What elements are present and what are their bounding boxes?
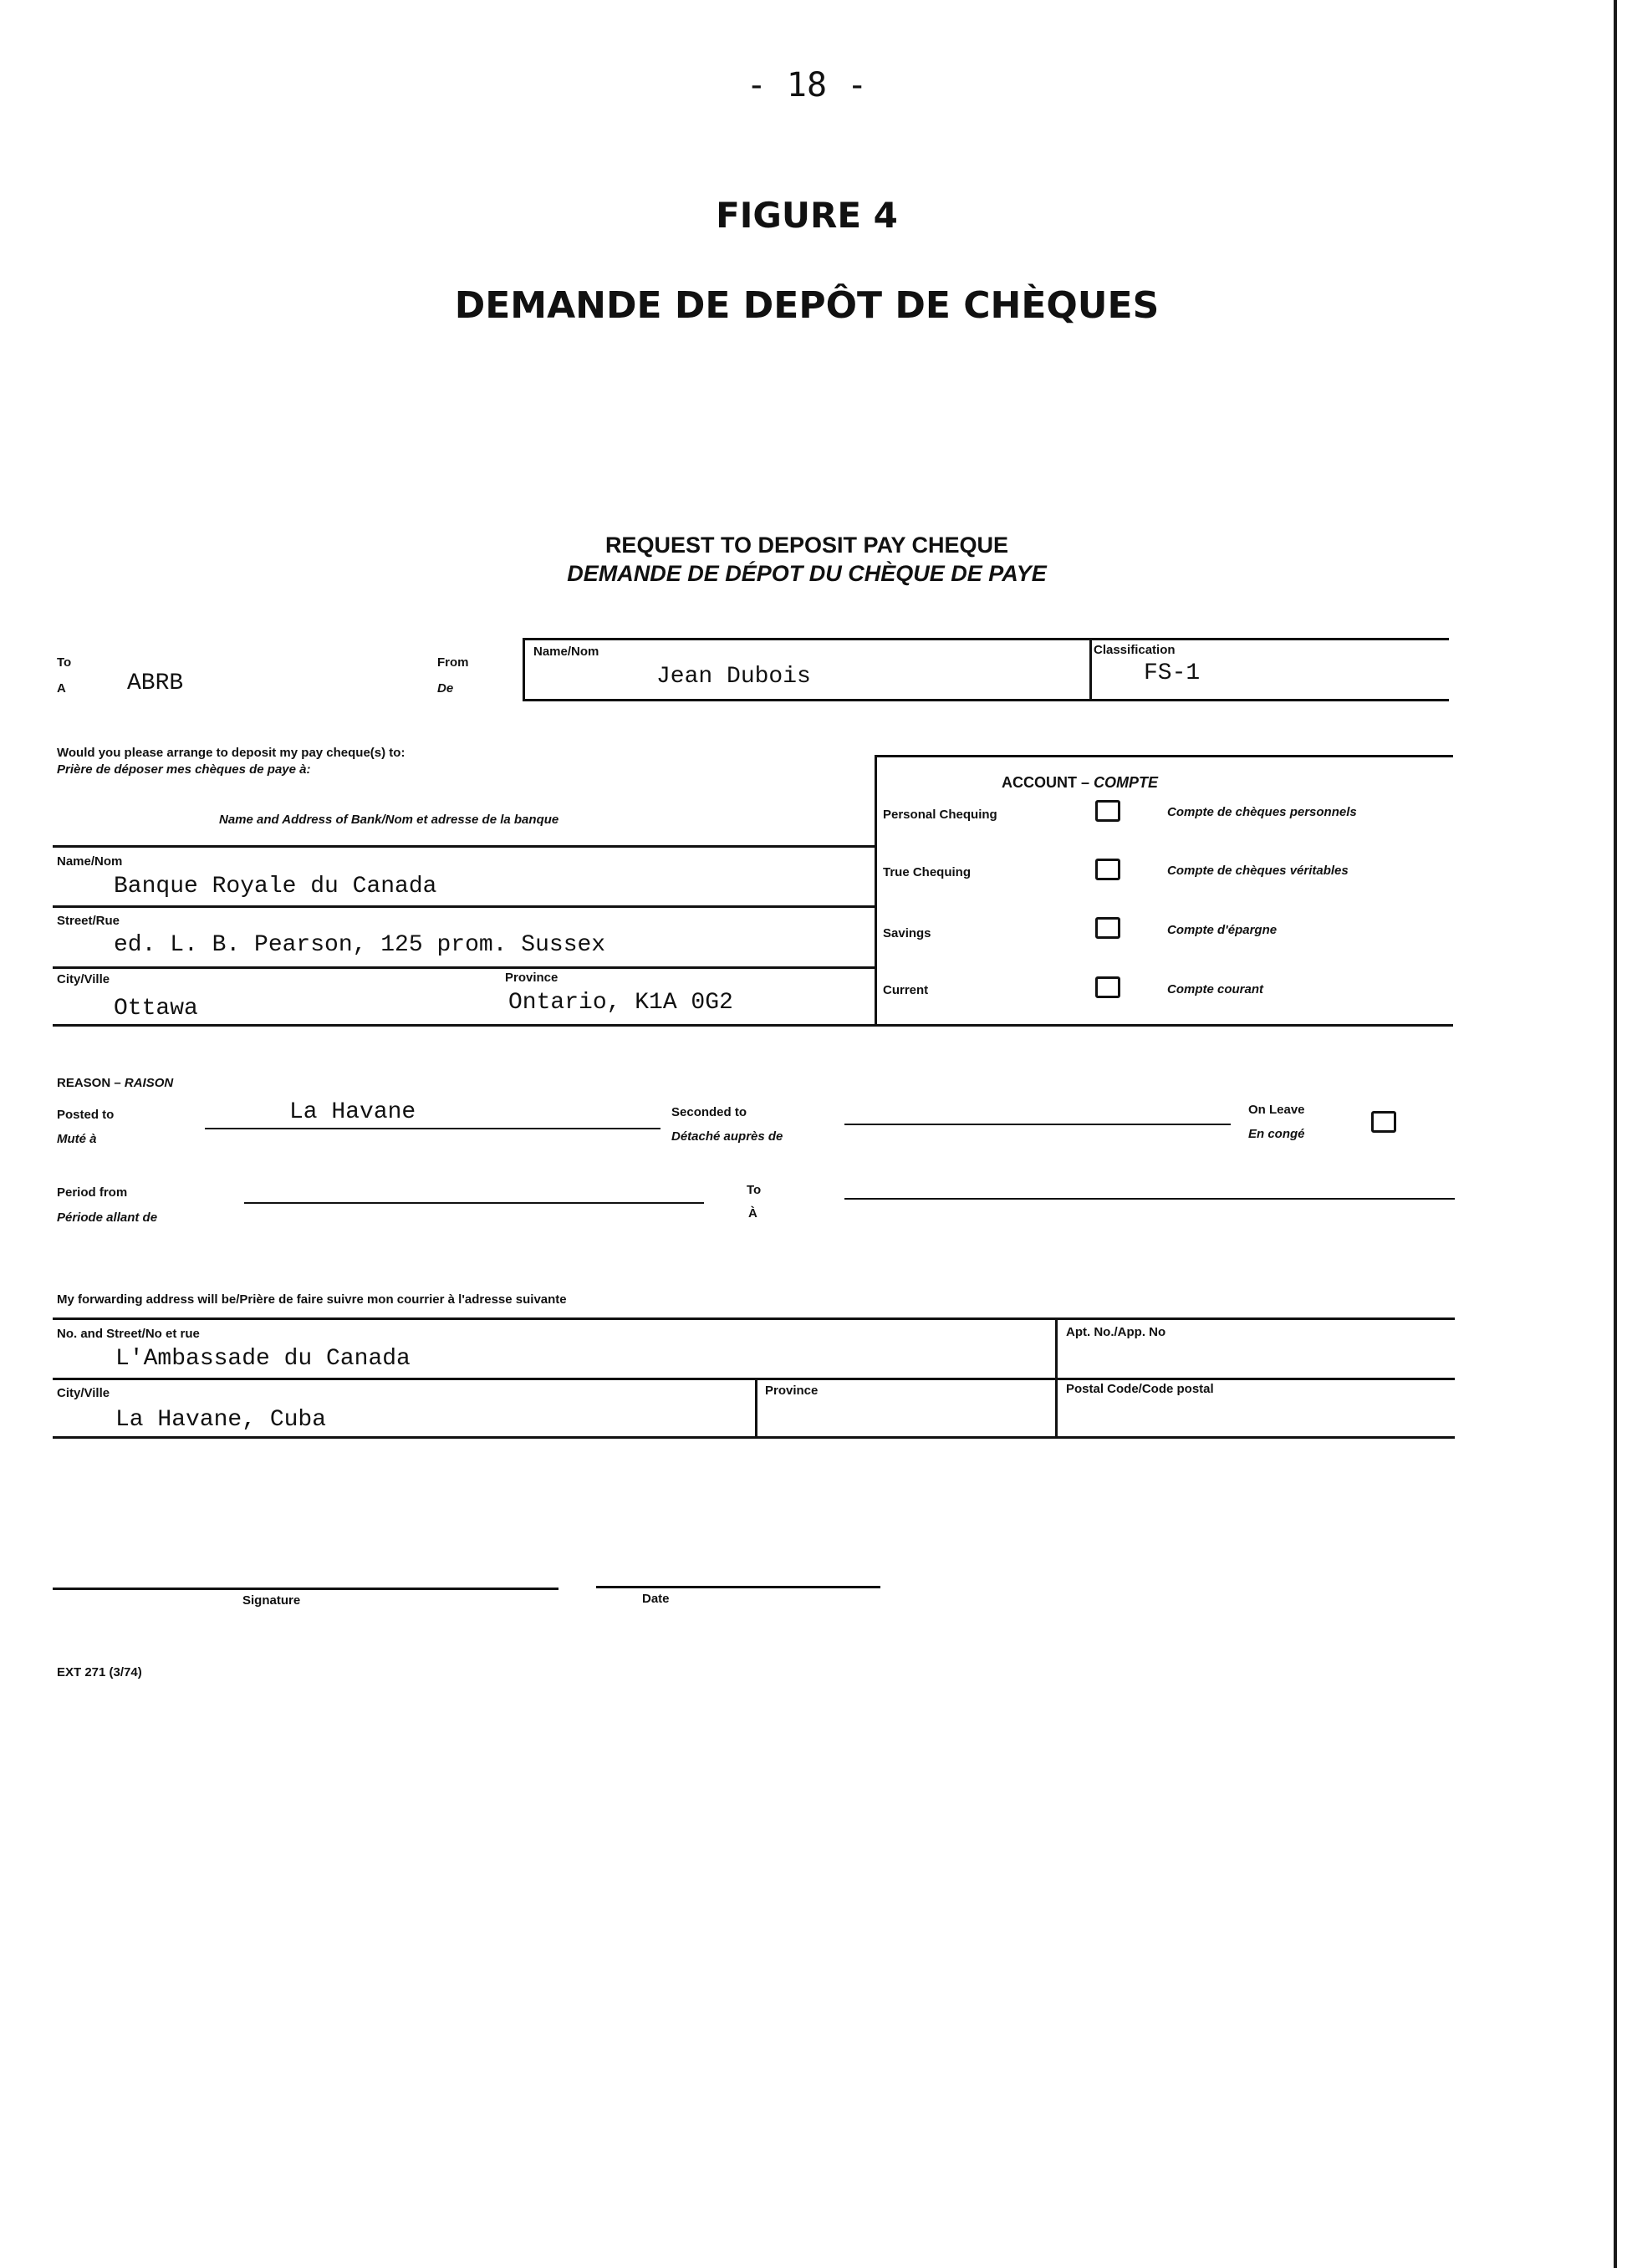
name-value[interactable]: Jean Dubois <box>656 664 811 690</box>
period-to-label-en: To <box>747 1183 762 1197</box>
form-title-fr: DEMANDE DE DÉPOT DU CHÈQUE DE PAYE <box>567 561 1047 586</box>
name-box-divider <box>1089 638 1092 701</box>
bank-city-value[interactable]: Ottawa <box>114 996 198 1022</box>
period-from-line <box>244 1202 704 1204</box>
account-header-fr: COMPTE <box>1094 774 1159 791</box>
account-option-savings-en: Savings <box>883 926 931 940</box>
bank-street-value[interactable]: ed. L. B. Pearson, 125 prom. Sussex <box>114 932 606 958</box>
period-from-label-fr: Période allant de <box>57 1210 158 1225</box>
reason-header-en: REASON <box>57 1076 111 1090</box>
name-label: Name/Nom <box>533 645 599 659</box>
forwarding-postal-label: Postal Code/Code postal <box>1066 1382 1214 1396</box>
on-leave-label-fr: En congé <box>1248 1127 1305 1141</box>
bank-line-1 <box>53 845 876 848</box>
bank-province-value[interactable]: Ontario, K1A 0G2 <box>508 990 733 1016</box>
account-option-true-fr: Compte de chèques véritables <box>1167 864 1349 878</box>
posted-to-value[interactable]: La Havane <box>289 1099 416 1125</box>
bank-line-3 <box>53 966 876 969</box>
posted-to-line <box>205 1128 660 1129</box>
forwarding-province-label: Province <box>765 1384 819 1398</box>
bank-section-header: Name and Address of Bank/Nom et adresse de la banque <box>219 813 559 827</box>
account-header <box>1002 774 1158 791</box>
from-label-en: From <box>437 655 469 670</box>
page-number: - 18 - <box>746 66 868 104</box>
request-line-en: Would you please arrange to deposit my pay cheque(s) to: <box>57 746 405 760</box>
form-title-en: REQUEST TO DEPOSIT PAY CHEQUE <box>604 533 1009 558</box>
account-box-left <box>875 755 877 1027</box>
reason-header <box>57 1076 173 1090</box>
bank-city-label: City/Ville <box>57 972 110 986</box>
account-header-sep: – <box>1081 774 1090 791</box>
forwarding-city-label: City/Ville <box>57 1386 110 1400</box>
bank-line-2 <box>53 905 876 908</box>
account-option-current-fr: Compte courant <box>1167 982 1264 996</box>
to-label-fr: A <box>57 681 66 696</box>
page-edge <box>1614 0 1617 2268</box>
account-option-current-en: Current <box>883 983 929 997</box>
to-value[interactable]: ABRB <box>127 670 184 696</box>
classification-value[interactable]: FS-1 <box>1144 660 1201 686</box>
signature-line <box>53 1588 558 1590</box>
period-from-label-en: Period from <box>57 1185 128 1200</box>
bank-street-label: Street/Rue <box>57 914 120 928</box>
forwarding-apt-label: Apt. No./App. No <box>1066 1325 1166 1339</box>
bank-name-value[interactable]: Banque Royale du Canada <box>114 874 437 900</box>
forwarding-line-3 <box>53 1436 1455 1439</box>
bank-province-label: Province <box>505 971 558 985</box>
forwarding-divider-province <box>755 1378 757 1439</box>
account-option-true-en: True Chequing <box>883 865 971 879</box>
forwarding-divider-apt <box>1055 1317 1058 1439</box>
account-option-true-checkbox[interactable] <box>1095 859 1120 880</box>
on-leave-label-en: On Leave <box>1248 1103 1305 1117</box>
form-code: EXT 271 (3/74) <box>57 1665 142 1679</box>
bank-name-label: Name/Nom <box>57 854 123 869</box>
account-option-savings-checkbox[interactable] <box>1095 917 1120 939</box>
posted-to-label-en: Posted to <box>57 1108 115 1122</box>
reason-header-fr: RAISON <box>124 1076 174 1090</box>
account-option-savings-fr: Compte d'épargne <box>1167 923 1278 937</box>
figure-title: FIGURE 4 <box>716 195 898 236</box>
name-box-left <box>523 638 525 701</box>
forwarding-city-value[interactable]: La Havane, Cuba <box>115 1407 327 1433</box>
posted-to-label-fr: Muté à <box>57 1132 97 1146</box>
seconded-to-label-fr: Détaché auprès de <box>671 1129 783 1144</box>
name-box-top <box>523 638 1449 640</box>
account-box-top <box>876 755 1453 757</box>
account-header-en: ACCOUNT <box>1002 774 1077 791</box>
from-label-fr: De <box>437 681 454 696</box>
date-line <box>596 1586 880 1588</box>
period-to-label-fr: À <box>748 1206 757 1221</box>
forwarding-line: My forwarding address will be/Prière de faire suivre mon courrier à l'adresse suivante <box>57 1292 567 1307</box>
forwarding-line-1 <box>53 1317 1455 1320</box>
request-line-fr: Prière de déposer mes chèques de paye à: <box>57 762 311 777</box>
on-leave-checkbox[interactable] <box>1371 1111 1396 1133</box>
bank-account-bottom-line <box>53 1024 1453 1027</box>
to-label-en: To <box>57 655 72 670</box>
date-label: Date <box>642 1592 670 1606</box>
account-option-current-checkbox[interactable] <box>1095 976 1120 998</box>
reason-header-sep: – <box>114 1076 121 1090</box>
account-option-personal-checkbox[interactable] <box>1095 800 1120 822</box>
seconded-to-label-en: Seconded to <box>671 1105 747 1119</box>
classification-label: Classification <box>1094 643 1176 657</box>
forwarding-line-2 <box>53 1378 1455 1380</box>
forwarding-street-value[interactable]: L'Ambassade du Canada <box>115 1346 411 1372</box>
account-option-personal-en: Personal Chequing <box>883 808 997 822</box>
figure-subtitle: DEMANDE DE DEPÔT DE CHÈQUES <box>454 284 1160 327</box>
period-to-line <box>844 1198 1455 1200</box>
signature-label: Signature <box>242 1593 301 1608</box>
account-option-personal-fr: Compte de chèques personnels <box>1167 805 1357 819</box>
seconded-to-line <box>844 1124 1231 1125</box>
name-box-bottom <box>523 699 1449 701</box>
forwarding-street-label: No. and Street/No et rue <box>57 1327 200 1341</box>
